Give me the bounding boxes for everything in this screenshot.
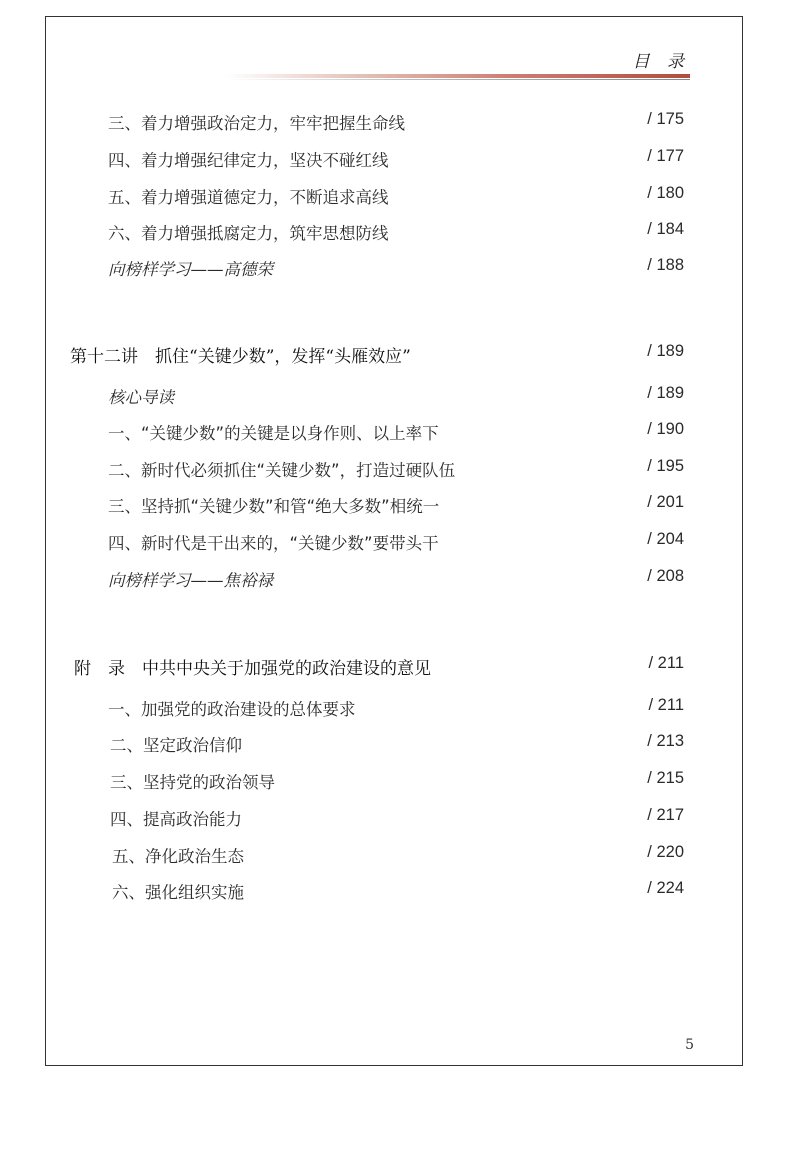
header-rule-thin	[226, 79, 690, 80]
toc-page-number: / 211	[648, 654, 684, 672]
toc-appendix-heading: 附 录 中共中央关于加强党的政治建设的意见	[74, 659, 431, 679]
toc-page-number: / 213	[647, 732, 684, 750]
toc-chapter-heading: 第十二讲 抓住“关键少数”，发挥“头雁效应”	[70, 347, 411, 367]
toc-entry: 二、坚定政治信仰	[110, 736, 242, 755]
toc-page-number: / 215	[647, 769, 684, 787]
toc-entry: 三、坚持抓“关键少数”和管“绝大多数”相统一	[108, 497, 440, 516]
toc-page-number: / 224	[647, 879, 684, 897]
toc-row	[46, 457, 742, 485]
toc-page-number: / 184	[647, 220, 684, 238]
toc-row	[46, 342, 742, 370]
toc-entry: 五、着力增强道德定力，不断追求高线	[108, 188, 389, 207]
toc-page-number: / 220	[647, 843, 684, 861]
toc-entry: 一、加强党的政治建设的总体要求	[108, 700, 356, 719]
toc-row	[46, 843, 742, 871]
toc-entry: 六、着力增强抵腐定力，筑牢思想防线	[108, 224, 389, 243]
toc-page-number: / 195	[647, 457, 684, 475]
toc-row	[46, 256, 742, 284]
toc-row	[46, 184, 742, 212]
toc-page-number: / 204	[647, 530, 684, 548]
toc-row	[46, 420, 742, 448]
toc-entry: 三、坚持党的政治领导	[110, 773, 275, 792]
header-title: 目 录	[632, 52, 690, 72]
toc-page-number: / 208	[647, 567, 684, 585]
toc-entry: 核心导读	[108, 388, 174, 407]
toc-row	[46, 220, 742, 248]
toc-page-number: / 177	[647, 147, 684, 165]
toc-page-number: / 217	[647, 806, 684, 824]
toc-row	[46, 806, 742, 834]
toc-row	[46, 147, 742, 175]
toc-entry: 三、着力增强政治定力，牢牢把握生命线	[108, 114, 405, 133]
page-frame	[45, 16, 743, 1066]
toc-row	[46, 879, 742, 907]
toc-page-number: / 189	[647, 384, 684, 402]
toc-row	[46, 769, 742, 797]
toc-row	[46, 384, 742, 412]
toc-entry: 六、强化组织实施	[112, 883, 244, 902]
toc-row	[46, 696, 742, 724]
toc-row	[46, 732, 742, 760]
toc-entry: 二、新时代必须抓住“关键少数”，打造过硬队伍	[108, 461, 456, 480]
toc-page-number: / 211	[648, 696, 684, 714]
toc-page-number: / 190	[647, 420, 684, 438]
toc-page-number: / 180	[647, 184, 684, 202]
toc-entry: 向榜样学习——高德荣	[108, 260, 273, 279]
toc-entry: 四、提高政治能力	[110, 810, 242, 829]
page-number: 5	[685, 1037, 694, 1053]
toc-entry: 向榜样学习——焦裕禄	[108, 571, 273, 590]
toc-row	[46, 567, 742, 595]
toc-row	[46, 654, 742, 682]
toc-page-number: / 188	[647, 256, 684, 274]
toc-entry: 五、净化政治生态	[112, 847, 244, 866]
toc-row	[46, 530, 742, 558]
toc-entry: 一、“关键少数”的关键是以身作则、以上率下	[108, 424, 439, 443]
toc-entry: 四、新时代是干出来的，“关键少数”要带头干	[108, 534, 439, 553]
toc-row	[46, 493, 742, 521]
toc-page-number: / 189	[647, 342, 684, 360]
toc-entry: 四、着力增强纪律定力，坚决不碰红线	[108, 151, 389, 170]
header-rule	[226, 74, 690, 78]
toc-page-number: / 201	[647, 493, 684, 511]
toc-row	[46, 110, 742, 138]
toc-page-number: / 175	[647, 110, 684, 128]
